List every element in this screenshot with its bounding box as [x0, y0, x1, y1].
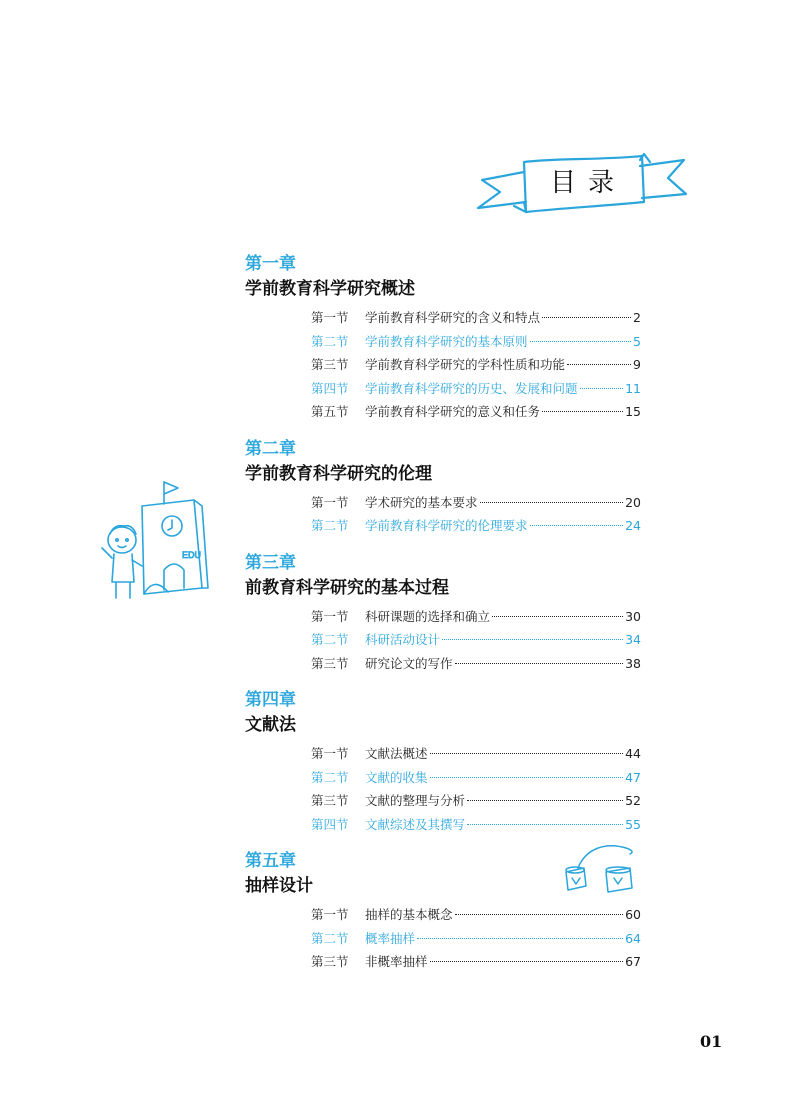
section-name: 文献法概述 [365, 746, 428, 761]
toc-entry[interactable] [311, 950, 641, 974]
section-number: 第三节 [311, 357, 349, 372]
dot-leader [455, 663, 624, 664]
section-name: 学术研究的基本要求 [365, 494, 478, 510]
toc-entry[interactable] [311, 927, 641, 951]
section-number: 第五节 [311, 404, 349, 419]
toc-entry[interactable] [311, 903, 641, 927]
dot-leader [542, 411, 623, 412]
toc-entry[interactable] [311, 306, 641, 330]
chapter-label: 第二章 [245, 438, 296, 459]
section-name: 非概率抽样 [365, 954, 428, 969]
section-page: 60 [625, 907, 641, 922]
dot-leader [542, 317, 631, 318]
section-number: 第四节 [311, 380, 349, 396]
dot-leader [430, 777, 624, 778]
section-number: 第二节 [311, 333, 349, 349]
section-page: 34 [625, 632, 641, 647]
toc-entry[interactable] [311, 377, 641, 401]
section-page: 24 [625, 518, 641, 533]
toc-entry[interactable] [311, 491, 641, 515]
dot-leader [467, 824, 623, 825]
chapter-label: 第四章 [245, 690, 296, 710]
dot-leader [417, 938, 623, 939]
section-name: 文献的整理与分析 [365, 793, 466, 808]
toc-entry[interactable] [311, 813, 641, 837]
page-title: 目录 [549, 168, 626, 198]
section-name: 研究论文的写作 [365, 655, 453, 671]
dot-leader [467, 800, 623, 801]
chapter [245, 551, 645, 676]
page-number: 01 [700, 1032, 723, 1051]
toc-entry[interactable] [311, 766, 641, 790]
section-name: 文献综述及其撰写 [365, 816, 466, 832]
section-name: 概率抽样 [365, 930, 416, 946]
section-number: 第一节 [311, 608, 349, 624]
chapter-title[interactable]: 学前教育科学研究的伦理 [245, 463, 432, 484]
section-number: 第一节 [311, 907, 349, 922]
section-page: 2 [633, 310, 641, 325]
toc-entry[interactable] [311, 628, 641, 652]
chapter [245, 252, 645, 424]
toc-entry[interactable] [311, 330, 641, 354]
section-name: 学前教育科学研究的意义和任务 [365, 404, 541, 419]
chapter [245, 849, 645, 974]
section-name: 科研活动设计 [365, 632, 441, 647]
section-name: 学前教育科学研究的历史、发展和问题 [365, 380, 578, 396]
chapter [245, 688, 645, 836]
section-page: 64 [625, 930, 641, 946]
toc-entry[interactable] [311, 742, 641, 766]
section-page: 20 [625, 494, 641, 510]
chapter-title[interactable]: 学前教育科学研究概述 [245, 279, 415, 299]
section-page: 38 [625, 655, 641, 671]
castle-sign-text: EDU [182, 550, 202, 560]
chapter-title[interactable]: 抽样设计 [245, 876, 313, 896]
section-name: 学前教育科学研究的学科性质和功能 [365, 357, 566, 372]
section-number: 第一节 [311, 310, 349, 325]
dot-leader [480, 502, 624, 503]
section-page: 30 [625, 608, 641, 624]
dot-leader [455, 914, 624, 915]
chapter-label: 第一章 [245, 254, 296, 274]
section-page: 5 [633, 333, 641, 349]
section-number: 第四节 [311, 816, 349, 832]
section-page: 44 [625, 746, 641, 761]
section-number: 第二节 [311, 769, 349, 785]
section-page: 11 [625, 380, 641, 396]
section-page: 52 [625, 793, 641, 808]
chapter [245, 437, 645, 538]
toc-entry[interactable] [311, 353, 641, 377]
section-number: 第二节 [311, 930, 349, 946]
dot-leader [530, 341, 632, 342]
toc-entry[interactable] [311, 400, 641, 424]
section-name: 学前教育科学研究的基本原则 [365, 333, 528, 349]
dot-leader [430, 753, 624, 754]
section-number: 第一节 [311, 494, 349, 510]
section-number: 第二节 [311, 518, 349, 533]
chapter-title[interactable]: 前教育科学研究的基本过程 [245, 577, 449, 598]
section-number: 第一节 [311, 746, 349, 761]
section-page: 15 [625, 404, 641, 419]
section-page: 67 [625, 954, 641, 969]
toc-entry[interactable] [311, 652, 641, 676]
dot-leader [492, 616, 623, 617]
section-name: 学前教育科学研究的伦理要求 [365, 518, 528, 533]
chapter-label: 第五章 [245, 851, 296, 871]
section-number: 第三节 [311, 954, 349, 969]
toc-entry[interactable] [311, 514, 641, 538]
section-page: 55 [625, 816, 641, 832]
castle-with-boy-illustration [98, 478, 216, 606]
section-name: 学前教育科学研究的含义和特点 [365, 310, 541, 325]
chapter-label: 第三章 [245, 552, 296, 573]
section-number: 第三节 [311, 793, 349, 808]
table-of-contents [245, 252, 645, 987]
dot-leader [567, 364, 631, 365]
chapter-title[interactable]: 文献法 [245, 715, 296, 735]
dot-leader [530, 525, 624, 526]
dot-leader [442, 639, 623, 640]
section-page: 47 [625, 769, 641, 785]
dot-leader [430, 961, 624, 962]
dot-leader [580, 388, 624, 389]
toc-entry[interactable] [311, 605, 641, 629]
section-name: 文献的收集 [365, 769, 428, 785]
section-name: 科研课题的选择和确立 [365, 608, 491, 624]
toc-entry[interactable] [311, 789, 641, 813]
section-name: 抽样的基本概念 [365, 907, 453, 922]
section-number: 第二节 [311, 632, 349, 647]
section-number: 第三节 [311, 655, 349, 671]
section-page: 9 [633, 357, 641, 372]
